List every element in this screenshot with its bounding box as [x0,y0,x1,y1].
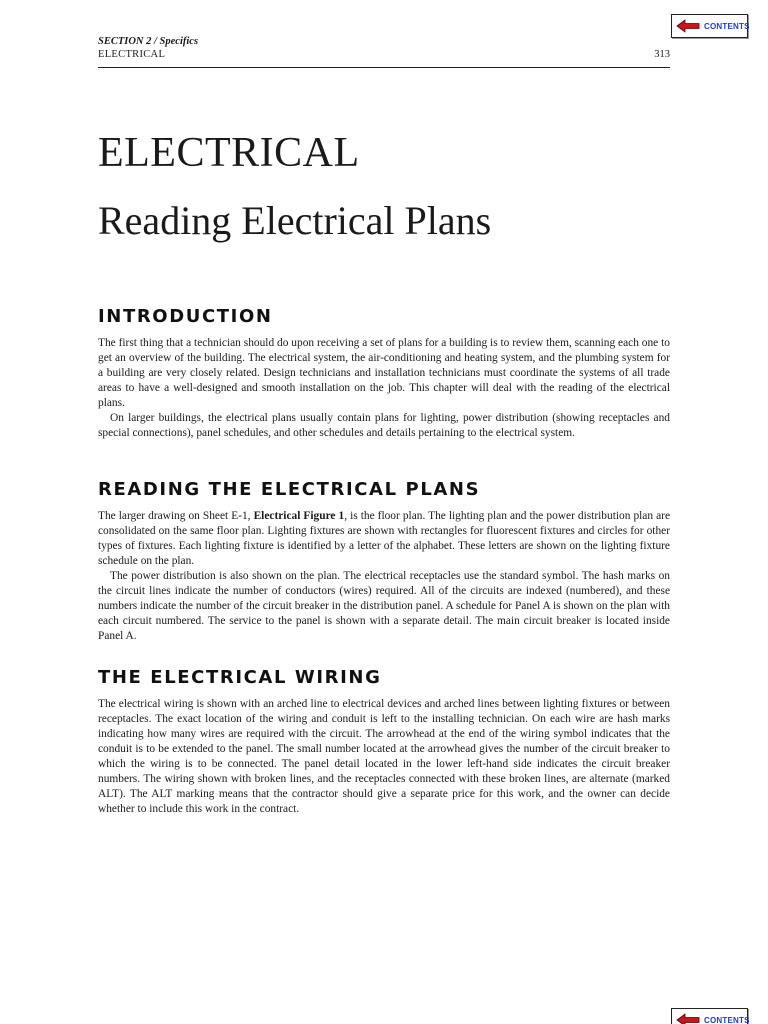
page-number: 313 [654,49,670,60]
contents-label: CONTENTS [704,1015,750,1024]
paragraph: The electrical wiring is shown with an arched line to electrical devices and arched lines between lighting fixtures or between receptacles. The exact location of the wiring and conduit is left to the installing technician. On each wire are hash marks indicating how many wires are required with the circuit. The arrowhead at the end of the wiring symbol indicates that the conduit is to be extended to the panel. The small number located at the arrowhead gives the number of the circuit breaker to which the wiring is to be connected. The panel detail located in the lower left-hand side indicates the circuit breaker numbers. The wiring shown with broken lines, and the receptacles connected with these broken lines, are alternate (marked ALT). The ALT marking means that the contractor should give a separate price for this work, and the owner can decide whether to include this work in the contract. [98,698,670,815]
section-heading: THE ELECTRICAL WIRING [98,667,382,688]
section-heading: INTRODUCTION [98,306,273,327]
running-header [98,35,670,68]
paragraph: The first thing that a technician should do upon receiving a set of plans for a building is to review them, scanning each one to get an overview of the building. The electrical system, the air-conditioning and heating system, and the plumbing system for a building are very closely related. Design technicians and installation technicians must coordinate the systems of all trade areas to have a well-designed and smooth installation on the job. This chapter will deal with the reading of the electrical plans. [98,337,670,409]
left-arrow-icon [676,1013,700,1024]
left-arrow-icon [676,19,700,33]
paragraph-text: , is the floor plan. The lighting plan and the power distribution plan are consolidated on the same floor plan. Lighting fixtures are shown with rectangles for fluorescent fixtures and circles for other types of fixtures. Each lighting fixture is identified by a letter of the alphabet. These letters are shown on the lighting fixture schedule on the plan. [98,510,670,567]
contents-button-bottom[interactable] [671,1008,748,1024]
header-chapter: ELECTRICAL [98,49,166,60]
paragraph-text: The larger drawing on Sheet E-1, [98,510,254,522]
section-introduction [98,306,670,441]
section-electrical-wiring [98,667,670,817]
paragraph: On larger buildings, the electrical plans usually contain plans for lighting, power distribution (showing receptacles and special connections), panel schedules, and other schedules and details pertaining to the electrical system. [98,412,670,439]
header-section: SECTION 2 / Specifics [98,36,199,47]
figure-reference-link[interactable]: Electrical Figure 1 [253,510,345,522]
section-reading-plans [98,479,670,644]
chapter-title: ELECTRICAL [98,130,360,176]
section-heading: READING THE ELECTRICAL PLANS [98,479,481,500]
contents-label: CONTENTS [704,21,750,31]
paragraph: The power distribution is also shown on the plan. The electrical receptacles use the standard symbol. The hash marks on the circuit lines indicate the number of conductors (wires) required. All of the circuits are indexed (numbered), and these numbers indicate the number of the circuit breaker in the distribution panel. A schedule for Panel A is shown on the plan with each circuit numbered. The service to the panel is shown with a separate detail. The main circuit breaker is located inside Panel A. [98,570,670,642]
contents-button-top[interactable] [671,14,748,38]
paragraph [98,509,670,569]
chapter-subtitle: Reading Electrical Plans [98,198,492,243]
